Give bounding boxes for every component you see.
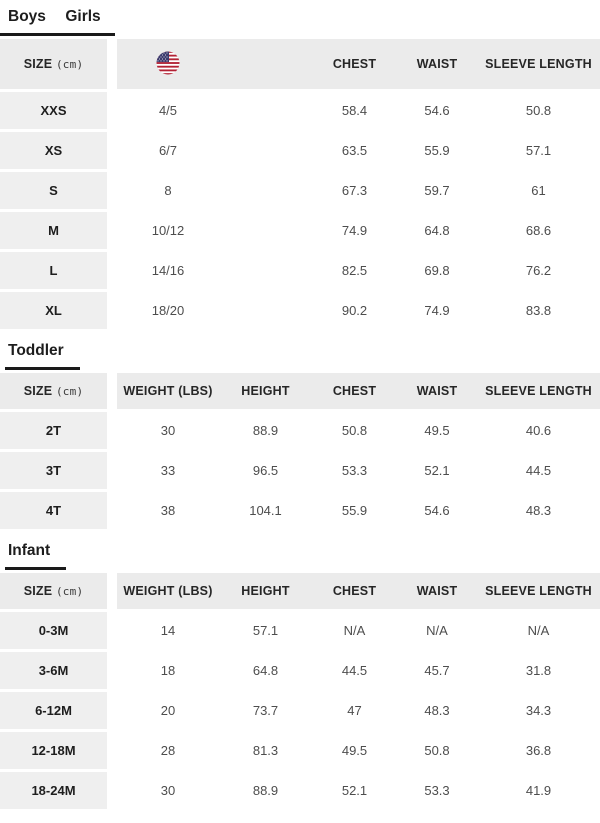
cell-us-size: 6/7	[117, 132, 219, 169]
size-label: SIZE	[23, 57, 53, 71]
cell-weight: 14	[117, 612, 219, 649]
size-unit-label: (cm)	[55, 385, 84, 398]
cell-chest: 63.5	[312, 132, 397, 169]
size-unit-label: (cm)	[55, 585, 84, 598]
cell-us-size: 10/12	[117, 212, 219, 249]
tab-toddler[interactable]: Toddler	[5, 340, 80, 370]
cell-sleeve: 68.6	[477, 212, 600, 249]
cell-waist: 64.8	[397, 212, 477, 249]
cell-spacer	[219, 132, 312, 169]
cell-chest: 47	[312, 692, 397, 729]
gender-tab-group	[0, 0, 115, 36]
row-size-label: M	[0, 212, 117, 249]
col-header-spacer	[219, 39, 312, 89]
cell-sleeve: N/A	[477, 612, 600, 649]
cell-sleeve: 44.5	[477, 452, 600, 489]
cell-height: 57.1	[219, 612, 312, 649]
cell-sleeve: 61	[477, 172, 600, 209]
infant-size-table	[0, 570, 600, 812]
table-header-row	[0, 39, 600, 89]
row-size-label: L	[0, 252, 117, 289]
col-header-size	[0, 573, 117, 609]
cell-weight: 33	[117, 452, 219, 489]
cell-height: 88.9	[219, 412, 312, 449]
cell-sleeve: 48.3	[477, 492, 600, 529]
col-header-height: HEIGHT	[219, 573, 312, 609]
cell-height: 104.1	[219, 492, 312, 529]
table-row	[0, 212, 600, 249]
table-row	[0, 772, 600, 809]
size-unit-label: (cm)	[55, 58, 84, 71]
cell-weight: 30	[117, 412, 219, 449]
tab-girls[interactable]: Girls	[65, 8, 101, 25]
cell-sleeve: 57.1	[477, 132, 600, 169]
table-row	[0, 132, 600, 169]
cell-sleeve: 50.8	[477, 92, 600, 129]
row-size-label: 3T	[0, 452, 117, 489]
cell-waist: 74.9	[397, 292, 477, 329]
tab-infant[interactable]: Infant	[5, 540, 66, 570]
table-row	[0, 92, 600, 129]
cell-sleeve: 36.8	[477, 732, 600, 769]
cell-chest: 67.3	[312, 172, 397, 209]
row-size-label: 12-18M	[0, 732, 117, 769]
col-header-chest: CHEST	[312, 39, 397, 89]
toddler-section-header	[0, 332, 600, 370]
cell-chest: 82.5	[312, 252, 397, 289]
cell-waist: 50.8	[397, 732, 477, 769]
cell-chest: 50.8	[312, 412, 397, 449]
cell-chest: 52.1	[312, 772, 397, 809]
col-header-sleeve-length: SLEEVE LENGTH	[477, 373, 600, 409]
col-header-sleeve-length: SLEEVE LENGTH	[477, 573, 600, 609]
row-size-label: 4T	[0, 492, 117, 529]
col-header-sleeve-length: SLEEVE LENGTH	[477, 39, 600, 89]
cell-sleeve: 40.6	[477, 412, 600, 449]
table-header-row	[0, 573, 600, 609]
row-size-label: 0-3M	[0, 612, 117, 649]
table-row	[0, 612, 600, 649]
table-row	[0, 652, 600, 689]
cell-chest: 90.2	[312, 292, 397, 329]
cell-weight: 38	[117, 492, 219, 529]
cell-chest: 53.3	[312, 452, 397, 489]
size-label: SIZE	[23, 584, 53, 598]
cell-height: 88.9	[219, 772, 312, 809]
cell-spacer	[219, 292, 312, 329]
cell-us-size: 4/5	[117, 92, 219, 129]
cell-chest: 74.9	[312, 212, 397, 249]
size-label: SIZE	[23, 384, 53, 398]
table-row	[0, 252, 600, 289]
cell-sleeve: 41.9	[477, 772, 600, 809]
us-flag-icon	[156, 51, 180, 75]
table-row	[0, 692, 600, 729]
cell-weight: 18	[117, 652, 219, 689]
cell-sleeve: 76.2	[477, 252, 600, 289]
cell-chest: 58.4	[312, 92, 397, 129]
cell-waist: 54.6	[397, 492, 477, 529]
row-size-label: 18-24M	[0, 772, 117, 809]
boys-girls-size-table	[0, 36, 600, 332]
cell-us-size: 8	[117, 172, 219, 209]
table-row	[0, 172, 600, 209]
col-header-height: HEIGHT	[219, 373, 312, 409]
table-header-row	[0, 373, 600, 409]
cell-sleeve: 83.8	[477, 292, 600, 329]
cell-waist: 55.9	[397, 132, 477, 169]
cell-waist: 52.1	[397, 452, 477, 489]
row-size-label: 2T	[0, 412, 117, 449]
cell-chest: N/A	[312, 612, 397, 649]
tab-boys[interactable]: Boys	[8, 8, 46, 25]
cell-waist: 49.5	[397, 412, 477, 449]
col-header-us	[117, 39, 219, 89]
cell-height: 73.7	[219, 692, 312, 729]
cell-sleeve: 34.3	[477, 692, 600, 729]
cell-chest: 44.5	[312, 652, 397, 689]
col-header-size	[0, 39, 117, 89]
cell-waist: N/A	[397, 612, 477, 649]
col-header-waist: WAIST	[397, 573, 477, 609]
cell-chest: 49.5	[312, 732, 397, 769]
cell-us-size: 18/20	[117, 292, 219, 329]
col-header-size	[0, 373, 117, 409]
table-row	[0, 732, 600, 769]
cell-height: 81.3	[219, 732, 312, 769]
infant-section-header	[0, 532, 600, 570]
cell-weight: 20	[117, 692, 219, 729]
col-header-weight: WEIGHT (LBS)	[117, 373, 219, 409]
cell-waist: 59.7	[397, 172, 477, 209]
row-size-label: 6-12M	[0, 692, 117, 729]
table-row	[0, 292, 600, 329]
row-size-label: XXS	[0, 92, 117, 129]
cell-weight: 30	[117, 772, 219, 809]
col-header-waist: WAIST	[397, 373, 477, 409]
cell-waist: 53.3	[397, 772, 477, 809]
row-size-label: XL	[0, 292, 117, 329]
cell-sleeve: 31.8	[477, 652, 600, 689]
cell-spacer	[219, 172, 312, 209]
cell-height: 64.8	[219, 652, 312, 689]
cell-weight: 28	[117, 732, 219, 769]
row-size-label: S	[0, 172, 117, 209]
gender-tab-bar	[0, 0, 600, 36]
cell-waist: 48.3	[397, 692, 477, 729]
table-row	[0, 492, 600, 529]
col-header-waist: WAIST	[397, 39, 477, 89]
row-size-label: XS	[0, 132, 117, 169]
cell-height: 96.5	[219, 452, 312, 489]
table-row	[0, 412, 600, 449]
cell-waist: 45.7	[397, 652, 477, 689]
col-header-chest: CHEST	[312, 373, 397, 409]
cell-waist: 54.6	[397, 92, 477, 129]
col-header-chest: CHEST	[312, 573, 397, 609]
toddler-size-table	[0, 370, 600, 532]
cell-spacer	[219, 92, 312, 129]
col-header-weight: WEIGHT (LBS)	[117, 573, 219, 609]
row-size-label: 3-6M	[0, 652, 117, 689]
table-row	[0, 452, 600, 489]
cell-waist: 69.8	[397, 252, 477, 289]
cell-us-size: 14/16	[117, 252, 219, 289]
cell-chest: 55.9	[312, 492, 397, 529]
cell-spacer	[219, 252, 312, 289]
cell-spacer	[219, 212, 312, 249]
